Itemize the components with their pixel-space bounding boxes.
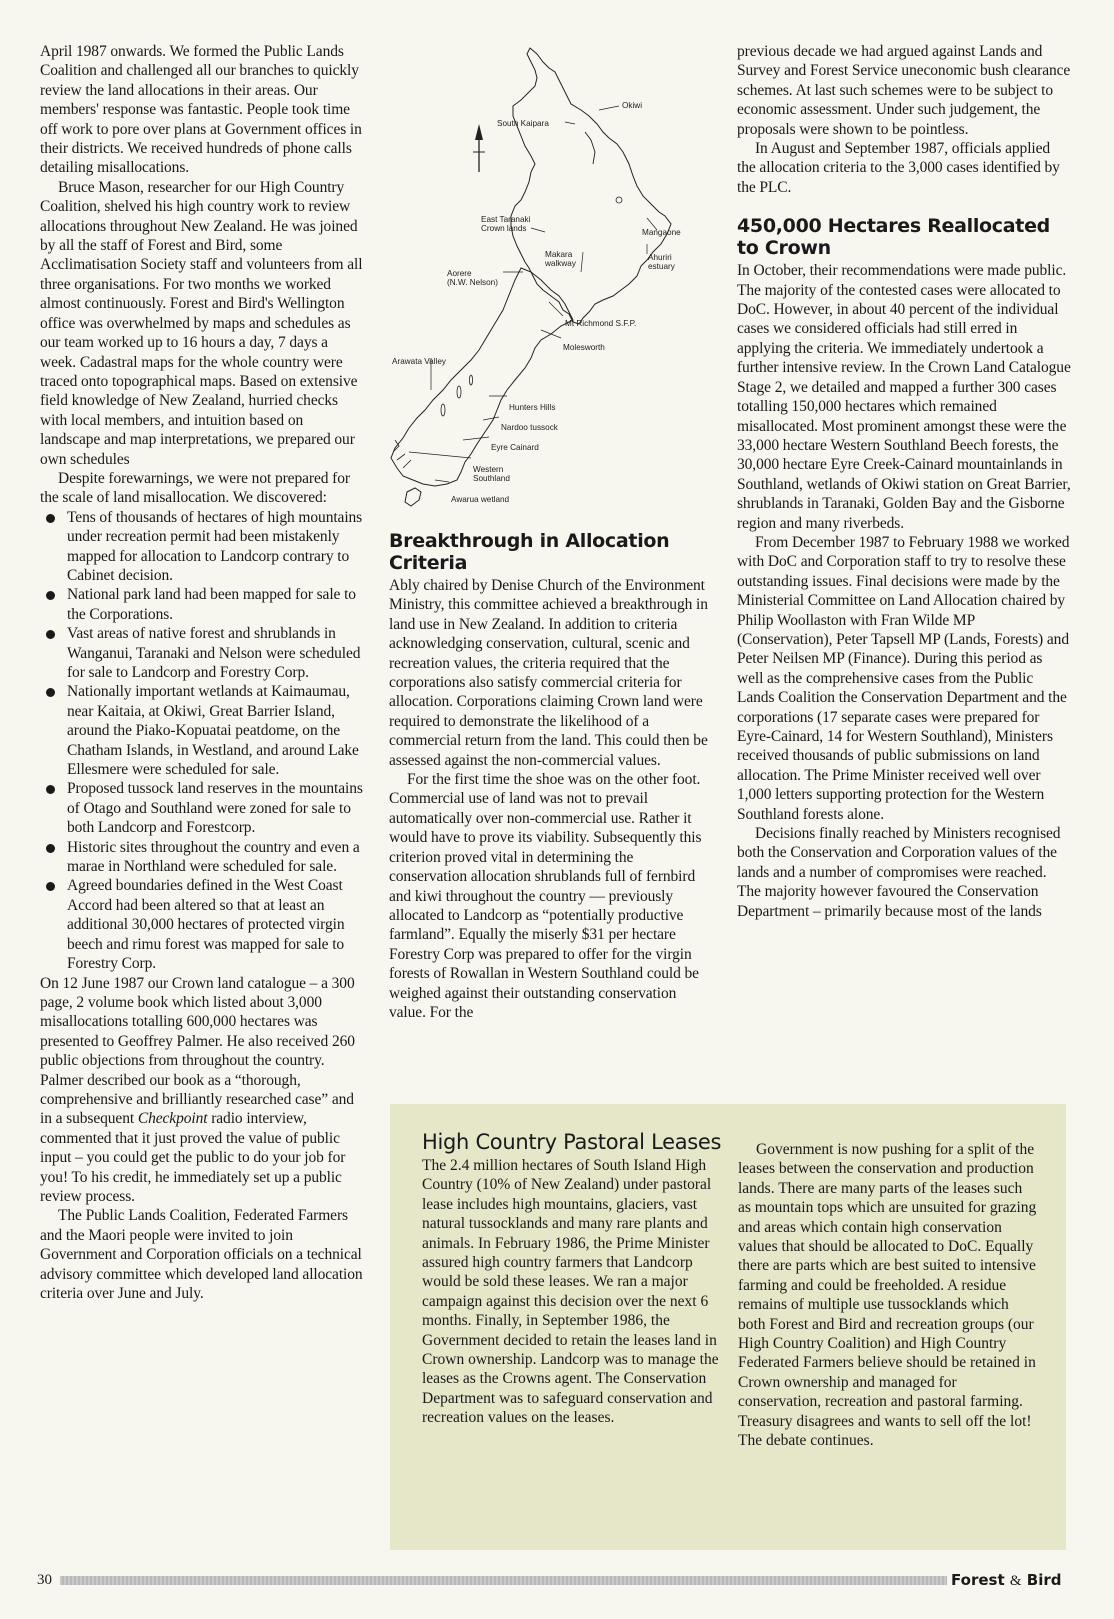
magazine-title-amp: & [1009,1573,1022,1589]
map-label: Molesworth [563,343,605,352]
map-label: East Taranaki [481,215,531,224]
findings-list [40,508,366,974]
south-island-outline [391,268,573,486]
map-label: South Kaipara [497,119,549,128]
map-label: Makara [545,250,573,259]
box-column-left [422,1130,722,1428]
paragraph: Despite forewarnings, we were not prepared for the scale of land misallocation. We discovered: [40,469,350,507]
paragraph: previous decade we had argued against Lands and Survey and Forest Service uneconomic bush clearance schemes. At last such schemes were to be subject to economic assessment. Under such judgement, the proposals were shown to be pointless. [737,43,1071,138]
paragraph: The Public Lands Coalition, Federated Farmers and the Maori people were invited to join Government and Corporation officials on a technical advisory committee which developed land allocation criteria over June and July. [40,1207,363,1302]
magazine-title-word: Bird [1026,1571,1062,1589]
paragraph: For the first time the shoe was on the other foot. Commercial use of land was not to prevail automatically over non-commercial use. Rather it would have to prove its viability. Subsequently this criterion proved vital in determining the conservation allocation shrublands full of fernbird and kiwi throughout the country — previously allocated to Landcorp as “potentially productive farmland”. Equally the miserly $31 per hectare Forestry Corp was prepared to offer for the virgin forests of Rowallan in Western Southland could be weighed against their outstanding conservation value. For the [389,771,702,1021]
map-label: Nardoo tussock [501,423,558,432]
paragraph: In August and September 1987, officials applied the allocation criteria to the 3,000 cases identified by the PLC. [737,140,1060,196]
text-run: On 12 June 1987 our Crown land catalogue – a 300 page, 2 volume book which listed about 3,000 misallocations totalling 600,000 hectares was presented to Geoffrey Palmer. He also received 260 public objections from throughout the country. Palmer described our book as a “thorough, comprehensive and brilliantly researched case” and in a subsequent [40,974,355,1128]
map-label: Southland [473,474,510,483]
section-heading: Breakthrough in Allocation Criteria [389,530,670,574]
sidebar-box [390,1104,1066,1550]
column-left [40,42,366,1303]
map-label: Mangaone [642,228,681,237]
north-island-outline [511,48,671,324]
island-marker [616,197,622,203]
map-label: Ahuriri [648,253,672,262]
fiordland-coast [393,440,411,468]
paragraph: In October, their recommendations were made public. The majority of the contested cases were allocated to DoC. However, in about 40 percent of the individual cases we considered officials had still erred in applying the criteria. We immediately undertook a further intensive review. In the Crown Land Catalogue Stage 2, we detailed and mapped a further 300 cases totalling 150,000 hectares which remained misallocated. Most prominent amongst these were the 33,000 hectare Western Southland Beech forests, the 30,000 hectare Eyre Creek-Cainard mountainlands in Southland, wetlands of Okiwi station on Great Barrier, shrublands in Taranaki, Golden Bay and the Gisborne region and many riverbeds. [737,262,1071,532]
column-right [737,42,1072,921]
map-label: Eyre Cainard [491,443,539,452]
text-run: radio interview, commented that it just proved the value of public input – you could get the public to do your job for you! To his credit, he immediately set up a public review process. [40,1110,346,1205]
lake-marker [441,404,445,416]
north-arrow-icon [473,124,485,172]
list-item: Tens of thousands of hectares of high mountains under recreation permit had been mistakenly mapped for allocation to Landcorp contrary to Cabinet decision. [40,508,366,586]
paragraph: From December 1987 to February 1988 we worked with DoC and Corporation staff to try to resolve these outstanding issues. Final decisions were made by the Ministerial Committee on Land Allocation chaired by Philip Woollaston with Fran Wilde MP (Conservation), Peter Tapsell MP (Lands, Forests) and Peter Neilsen MP (Finance). During this period as well as the comprehensive cases from the Public Lands Coalition the Conservation Department and the corporations (17 separate cases were prepared for Eyre-Cainard, 14 for Western Southland), Ministers received thousands of public submissions on land allocation. The Prime Minister received well over 1,000 letters supporting protection for the Western Southland forests alone. [737,533,1070,823]
footer-rule [60,1576,947,1585]
new-zealand-map [385,40,715,520]
coromandel-outline [585,132,595,164]
list-item: Proposed tussock land reserves in the mountains of Otago and Southland were zoned for sale to both Landcorp and Forestcorp. [40,779,366,837]
page-number: 30 [37,1572,52,1588]
paragraph: Ably chaired by Denise Church of the Environment Ministry, this committee achieved a breakthrough in land use in New Zealand. In addition to criteria acknowledging conservation, cultural, scenic and recreation values, the criteria required that the corporations also satisfy commercial criteria for allocation. Corporations claiming Crown land were required to demonstrate the likelihood of a commercial return from the land. This could then be assessed against the non-commercial values. [389,577,708,769]
map-label: Awarua wetland [451,495,510,504]
list-item: Vast areas of native forest and shrublands in Wanganui, Taranaki and Nelson were scheduled for sale to Landcorp and Forestry Corp. [40,624,366,682]
map-label: Okiwi [622,101,643,110]
paragraph: Bruce Mason, researcher for our High Country Coalition, shelved his high country work to review allocations throughout New Zealand. He was joined by all the staff of Forest and Bird, some Acclimatisation Society staff and volunteers from all three organisations. For two months we worked almost continuously. Forest and Bird's Wellington office was overwhelmed by maps and schedules as our team worked up to 16 hours a day, 7 days a week. Cadastral maps for the whole country were traced onto topographical maps. Based on extensive field knowledge of New Zealand, hurried checks with local members, and intuition based on landscape and map interpretations, we prepared our own schedules [40,178,363,468]
map-label: Aorere [447,269,472,278]
map-label: Western [473,465,504,474]
lake-marker [470,375,473,385]
map-label: walkway [545,259,576,268]
list-item: Agreed boundaries defined in the West Coast Accord had been altered so that at least an additional 30,000 hectares of protected virgin beech and rimu forest was mapped for sale to Forestry Corp. [40,876,366,973]
map-label: Hunters Hills [509,403,556,412]
italic-text: Checkpoint [137,1110,208,1128]
paragraph: Government is now pushing for a split of the leases between the conservation and production lands. There are many parts of the leases such as mountain tops which are unsuited for grazing and areas which contain high conservation values that should be allocated to DoC. Equally there are parts which are best suited to intensive farming and could be freeholded. A residue remains of multiple use tussocklands which both Forest and Bird and recreation groups (our High Country Coalition) and High Country Federated Farmers believe should be retained in Crown ownership and managed for conservation, recreation and pastoral farming. Treasury disagrees and wants to sell off the lot! The debate continues. [738,1141,1037,1450]
paragraph: April 1987 onwards. We formed the Public Lands Coalition and challenged all our branches to quickly review the land allocations in their areas. Our members' response was fantastic. People took time off work to pore over plans at Government offices in their districts. We received hundreds of phone calls detailing misallocations. [40,43,362,177]
map-label: Mt Richmond S.F.P. [565,319,637,328]
map-label: estuary [648,262,675,271]
column-middle [389,530,715,1022]
paragraph [40,974,366,1207]
map-label: Crown lands [481,224,527,233]
list-item: National park land had been mapped for sale to the Corporations. [40,585,366,624]
list-item: Nationally important wetlands at Kaimaumau, near Kaitaia, at Okiwi, Great Barrier Island, around the Piako-Kopuatai peatdome, on the Chatham Islands, in Westland, and around Lake Ellesmere were scheduled for sale. [40,682,366,779]
map-label: (N.W. Nelson) [447,278,498,287]
section-heading: 450,000 Hectares Reallocated to Crown [737,215,1050,260]
magazine-title [951,1571,1061,1590]
paragraph: The 2.4 million hectares of South Island High Country (10% of New Zealand) under pastoral lease includes high mountains, glaciers, vast natural tussocklands and many rare plants and animals. In February 1986, the Prime Minister assured high country farmers that Landcorp would be sold these leases. We ran a major campaign against this decision over the next 6 months. Finally, in September 1986, the Government decided to retain the leases land in Crown ownership. Landcorp was to manage the leases as the Crowns agent. The Conservation Department was to safeguard conservation and recreation values on the leases. [422,1157,719,1427]
magazine-title-word: Forest [951,1571,1005,1589]
map-label: Arawata Valley [392,357,447,366]
paragraph: Decisions finally reached by Ministers recognised both the Conservation and Corporation values of the lands and a number of compromises were reached. The majority however favoured the Conservation Department – primarily because most of the lands [737,825,1061,920]
lake-marker [457,386,461,398]
stewart-island-outline [405,488,421,506]
list-item: Historic sites throughout the country and even a marae in Northland were scheduled for sale. [40,838,366,877]
box-column-right [738,1140,1038,1451]
box-heading: High Country Pastoral Leases [422,1130,722,1154]
